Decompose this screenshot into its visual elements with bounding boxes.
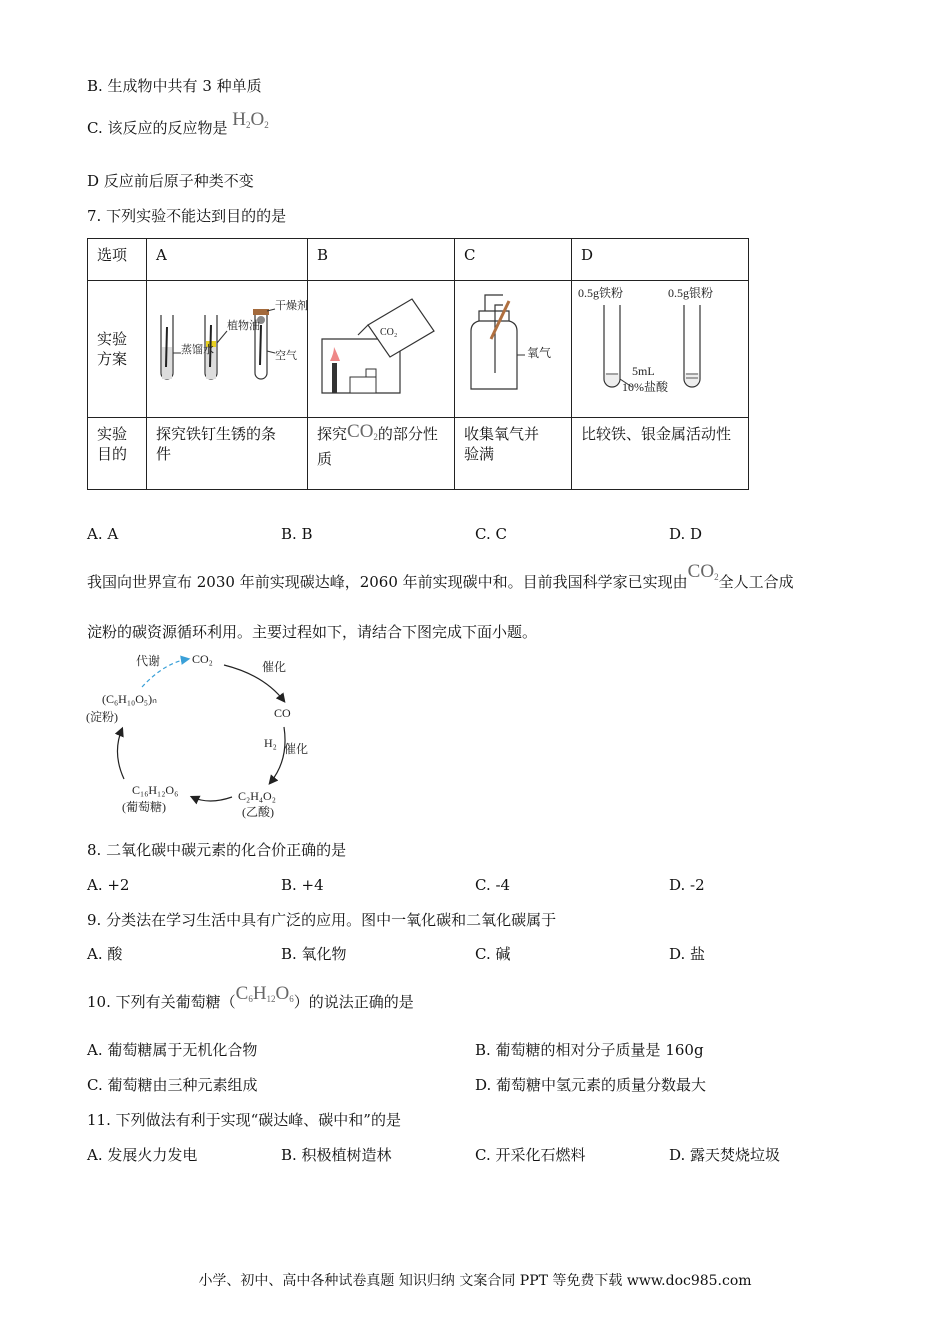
label-silver-powder: 0.5g银粉: [668, 286, 714, 300]
q7-table: [87, 238, 749, 490]
page-footer: 小学、初中、高中各种试卷真题 知识归纳 文案合同 PPT 等免费下载 www.doc985.com: [198, 1273, 752, 1289]
node-glucose-formula: C₁₆H₁₂O₆: [132, 783, 179, 797]
node-co2: CO₂: [192, 652, 213, 666]
q7-scheme-label: 实验方案: [88, 281, 147, 418]
label-metabolism: 代谢: [136, 654, 161, 668]
q11-option-c: C. 开采化石燃料: [475, 1146, 586, 1164]
q7-figure-a: [147, 281, 308, 418]
node-starch-name: (淀粉): [86, 710, 118, 724]
q9-stem: 9. 分类法在学习生活中具有广泛的应用。图中一氧化碳和二氧化碳属于: [87, 911, 557, 929]
label-desiccant: 干燥剂: [275, 300, 307, 312]
node-acetic-name: (乙酸): [242, 805, 274, 819]
label-volume: 5mL: [632, 364, 655, 378]
q7-figure-d: [572, 281, 749, 418]
label-distilled-water: 蒸馏水: [181, 344, 214, 356]
q10-option-a: A. 葡萄糖属于无机化合物: [87, 1041, 258, 1059]
label-catalysis-1: 催化: [262, 660, 287, 674]
q7-purpose-c: 收集氧气并验满: [455, 418, 572, 490]
label-vegetable-oil: 植物油: [227, 320, 260, 332]
q6-option-b: B. 生成物中共有 3 种单质: [87, 77, 262, 95]
intro-line-2: 淀粉的碳资源循环利用。主要过程如下，请结合下图完成下面小题。: [87, 623, 538, 641]
q11-option-b: B. 积极植树造林: [281, 1146, 392, 1164]
label-iron-powder: 0.5g铁粉: [578, 286, 624, 300]
node-acetic-formula: C₂H₄O₂: [238, 789, 276, 803]
node-co: CO: [274, 706, 291, 720]
oxygen-collection-figure: [455, 281, 571, 412]
q8-option-c: C. -4: [475, 876, 511, 894]
q8-option-d: D. -2: [669, 876, 705, 894]
q6-option-c: [87, 109, 269, 143]
q10-stem: 10. 下列有关葡萄糖$(C_6H_{12}O_6)$的说法正确的是: [87, 983, 414, 1011]
q7-stem: 7. 下列实验不能达到目的的是: [87, 207, 287, 225]
svg-text:蒸馏水 植物油 干燥: [181, 298, 307, 362]
label-hydrochloric-acid: 10%盐酸: [622, 380, 668, 394]
q11-option-a: A. 发展火力发电: [87, 1146, 198, 1164]
q7-header-label: 选项: [88, 239, 147, 281]
iron-rust-tubes-figure: [147, 281, 307, 412]
h2o2-formula: $H_2O_2$: [232, 109, 269, 130]
svg-text:氧气: [527, 345, 551, 360]
q7-header-d: D: [572, 239, 749, 281]
label-oxygen: 氧气: [527, 346, 552, 360]
q7-figure-b: [308, 281, 455, 418]
q7-purpose-label: 实验目的: [88, 418, 147, 490]
q7-header-c: C: [455, 239, 572, 281]
q7-option-a: A. A: [87, 525, 119, 543]
q7-figure-c: [455, 281, 572, 418]
q7-option-b: B. B: [281, 525, 313, 543]
q7-header-b: B: [308, 239, 455, 281]
arrow-acetic-to-glucose: [192, 797, 232, 801]
q7-purpose-d: 比较铁、银金属活动性: [572, 418, 749, 490]
q10-option-b: B. 葡萄糖的相对分子质量是 160g: [475, 1041, 704, 1059]
q7-option-d: D. D: [669, 525, 703, 543]
label-h2: H₂: [264, 736, 277, 750]
co2-pouring-figure: [308, 281, 454, 412]
q8-option-b: B. +4: [281, 876, 324, 894]
q6-option-d: D 反应前后原子种类不变: [87, 172, 254, 190]
q7-header-a: A: [147, 239, 308, 281]
q11-option-d: D. 露天焚烧垃圾: [669, 1146, 781, 1164]
q9-option-c: C. 碱: [475, 945, 511, 963]
q8-option-a: A. +2: [87, 876, 130, 894]
q7-purpose-b: 探究$CO_2$的部分性质: [308, 418, 455, 490]
carbon-cycle-diagram: [84, 645, 344, 825]
q7-purpose-row: [88, 418, 749, 490]
q10-option-d: D. 葡萄糖中氢元素的质量分数最大: [475, 1076, 707, 1094]
metal-acid-tubes-figure: [572, 281, 748, 412]
q9-option-b: B. 氧化物: [281, 945, 347, 963]
q7-scheme-row: [88, 281, 749, 418]
q9-option-d: D. 盐: [669, 945, 706, 963]
glucose-formula: $C_6H_{12}O_6$: [235, 983, 294, 1004]
q7-purpose-a: 探究铁钉生锈的条件: [147, 418, 308, 490]
intro-line-1: 我国向世界宣布 2030 年前实现碳达峰，2060 年前实现碳中和。目前我国科学家已实现由$CO_2$全人工合成: [87, 561, 794, 591]
q10-option-c: C. 葡萄糖由三种元素组成: [87, 1076, 258, 1094]
q9-option-a: A. 酸: [87, 945, 123, 963]
q8-stem: 8. 二氧化碳中碳元素的化合价正确的是: [87, 841, 347, 859]
label-catalysis-2: 催化: [284, 742, 309, 756]
node-starch-formula: (C₆H₁₀O₅)ₙ: [102, 692, 157, 706]
q7-option-c: C. C: [475, 525, 507, 543]
q11-stem: 11. 下列做法有利于实现“碳达峰、碳中和”的是: [87, 1111, 401, 1129]
q6-option-c-text: C. 该反应的反应物是: [87, 119, 228, 137]
label-co2-bottle: CO₂: [380, 327, 398, 338]
node-glucose-name: (葡萄糖): [122, 800, 166, 814]
arrow-glucose-to-starch: [117, 729, 124, 779]
label-air: 空气: [275, 350, 297, 362]
q7-header-row: [88, 239, 749, 281]
